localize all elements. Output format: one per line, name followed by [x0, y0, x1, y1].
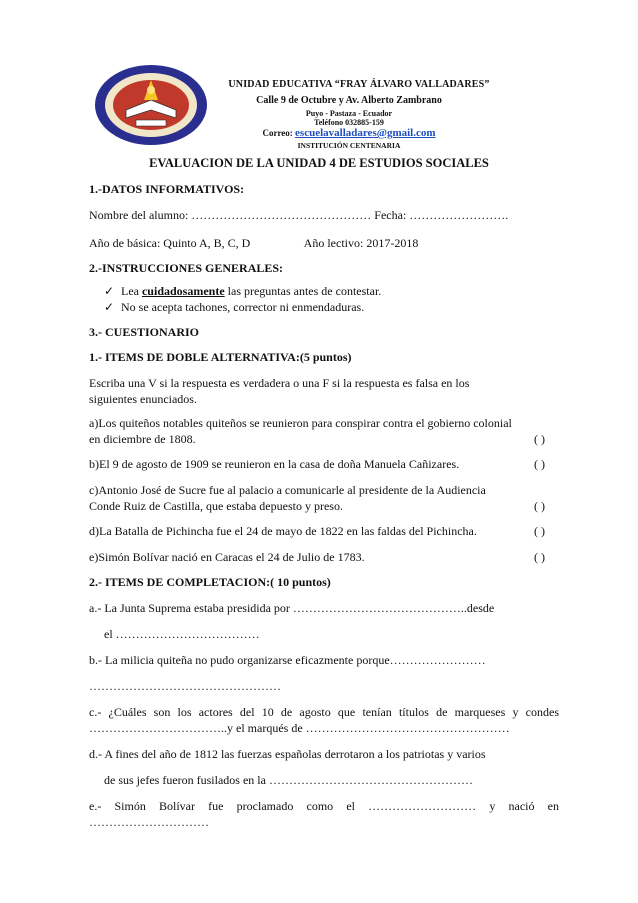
tf-item-d: d)La Batalla de Pichincha fue el 24 de mayo de 1822 en las faldas del Pichincha. ( )	[89, 524, 545, 538]
institution-phone: Teléfono 032885-159	[314, 118, 384, 127]
institution-tagline: INSTITUCIÓN CENTENARIA	[297, 141, 401, 150]
section-cuestionario-heading: 3.- CUESTIONARIO	[89, 325, 200, 339]
email-label: Correo:	[262, 128, 293, 138]
student-name-date-line: Nombre del alumno: ……………………………………… Fecha: …………………….	[89, 208, 509, 222]
section-datos-heading: 1.-DATOS INFORMATIVOS:	[89, 182, 245, 196]
answer-blank[interactable]: ( )	[534, 432, 545, 446]
answer-blank[interactable]: ( )	[534, 457, 545, 471]
instruction-2: ✓ No se acepta tachones, corrector ni enmendaduras.	[104, 300, 365, 314]
grade-text: Año de básica: Quinto A, B, C, D	[89, 236, 251, 250]
tf-item-e: e)Simón Bolívar nació en Caracas el 24 de Julio de 1783. ( )	[89, 550, 545, 564]
tf-item-b: b)El 9 de agosto de 1909 se reunieron en la casa de doña Manuela Cañizares. ( )	[89, 457, 545, 471]
completion-item-e-line2: …………………………	[89, 815, 209, 829]
tf-item-c: c)Antonio José de Sucre fue al palacio a comunicarle al presidente de la Audiencia Conde Ruiz de Castilla, que estaba depuesto y preso. ( )	[89, 483, 545, 513]
institution-city: Puyo - Pastaza - Ecuador	[305, 109, 393, 118]
subsection-doble-alternativa-heading: 1.- ITEMS DE DOBLE ALTERNATIVA:(5 puntos)	[89, 350, 352, 364]
subsection-completacion-heading: 2.- ITEMS DE COMPLETACION:( 10 puntos)	[89, 575, 331, 589]
school-year-text: Año lectivo: 2017-2018	[303, 236, 419, 250]
institution-address: Calle 9 de Octubre y Av. Alberto Zambrano	[256, 95, 442, 106]
evaluation-title: EVALUACION DE LA UNIDAD 4 DE ESTUDIOS SOCIALES	[149, 156, 489, 170]
answer-blank[interactable]: ( )	[534, 524, 545, 538]
completion-item-e-line1: e.- Simón Bolívar fue proclamado como el ……………………… y nació en	[89, 799, 559, 813]
section-instrucciones-heading: 2.-INSTRUCCIONES GENERALES:	[89, 261, 284, 275]
institution-name: UNIDAD EDUCATIVA “FRAY ÁLVARO VALLADARES”	[228, 79, 490, 90]
tf-item-a: a)Los quiteños notables quiteños se reunieron para conspirar contra el gobierno colonial en diciembre de 1808. ( )	[89, 416, 545, 446]
email-link[interactable]: escuelavalladares@gmail.com	[295, 127, 436, 139]
answer-blank[interactable]: ( )	[534, 499, 545, 513]
emphasis-word: cuidadosamente	[141, 284, 225, 298]
answer-blank[interactable]: ( )	[534, 550, 545, 564]
doble-alternativa-instructions: Escriba una V si la respuesta es verdadera o una F si la respuesta es falsa en los siguientes enunciados.	[89, 376, 470, 406]
completion-item-c-line1: c.- ¿Cuáles son los actores del 10 de agosto que tenían títulos de marqueses y condes	[89, 705, 559, 719]
completion-item-d-line2: de sus jefes fueron fusilados en la ……………………………………………	[104, 773, 473, 787]
institution-email-line	[30, 127, 638, 139]
completion-item-a-line1: a.- La Junta Suprema estaba presidida por ……………………………………..desde	[89, 601, 495, 615]
completion-item-c-line2: ……………………………..y el marqués de ……………………………………………	[89, 721, 510, 735]
completion-item-a-line2: el ………………………………	[104, 627, 260, 641]
completion-item-d-line1: d.- A fines del año de 1812 las fuerzas españolas derrotaron a los patriotas y varios	[89, 747, 486, 761]
checkmark-icon: ✓	[104, 284, 115, 298]
completion-item-b-line2: …………………………………………	[89, 679, 281, 693]
instruction-1: ✓ Lea cuidadosamente las preguntas antes de contestar.	[104, 284, 382, 298]
grade-year-line	[89, 235, 559, 251]
completion-item-b-line1: b.- La milicia quiteña no pudo organizarse eficazmente porque……………………	[89, 653, 486, 667]
checkmark-icon: ✓	[104, 300, 115, 314]
